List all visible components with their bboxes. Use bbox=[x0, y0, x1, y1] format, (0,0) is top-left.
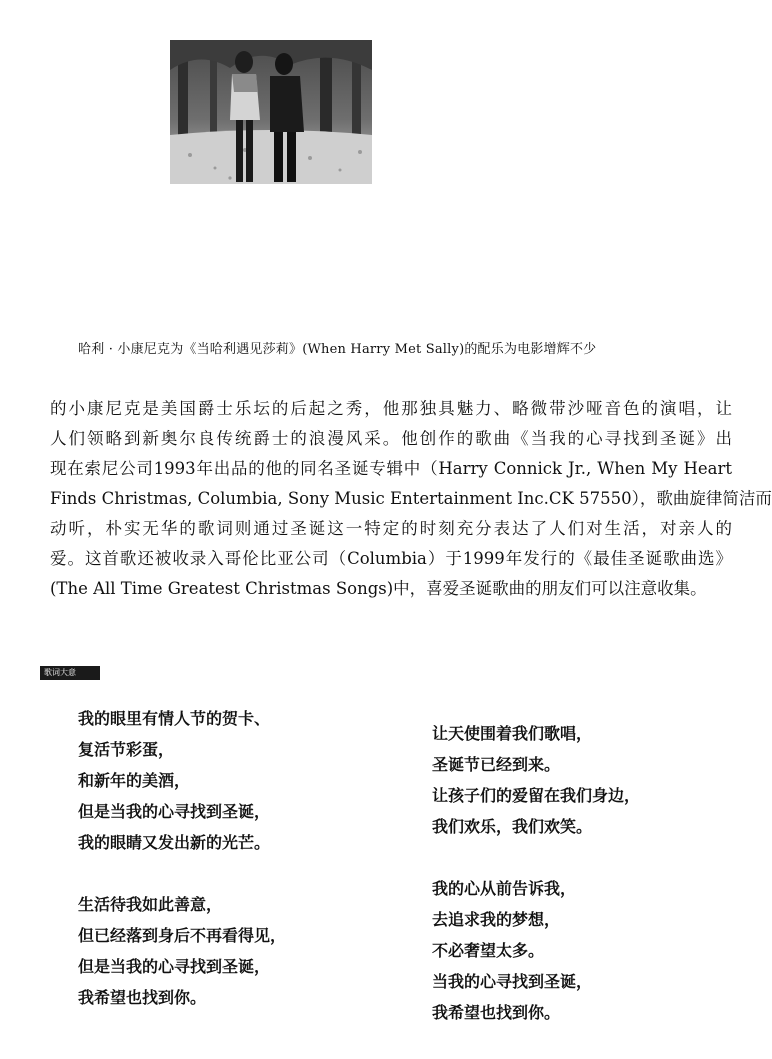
lyric-line: 去追求我的梦想， bbox=[432, 910, 561, 929]
lyrics-stanza bbox=[78, 703, 378, 858]
section-tag-lyrics-meaning: 歌词大意 bbox=[40, 666, 100, 680]
article-body bbox=[50, 394, 772, 604]
body-line: 的小康尼克是美国爵士乐坛的后起之秀，他那独具魅力、略微带沙哑音色的演唱，让 bbox=[50, 399, 732, 418]
lyrics-stanza bbox=[432, 873, 732, 1028]
body-line: 现在索尼公司1993年出品的他的同名圣诞专辑中（Harry Connick Jr., When My Heart bbox=[50, 459, 732, 478]
lyric-line: 让孩子们的爱留在我们身边， bbox=[432, 786, 641, 805]
body-line: 爱。这首歌还被收录入哥伦比亚公司（Columbia）于1999年发行的《最佳圣诞歌曲选》 bbox=[50, 549, 732, 568]
body-line: Finds Christmas, Columbia, Sony Music Entertainment Inc.CK 57550），歌曲旋律简洁而 bbox=[50, 489, 772, 508]
lyric-line: 我的心从前告诉我， bbox=[432, 879, 577, 898]
lyric-line: 我的眼里有情人节的贺卡、 bbox=[78, 709, 271, 728]
lyric-line: 我的眼睛又发出新的光芒。 bbox=[78, 833, 271, 852]
lyric-line: 但是当我的心寻找到圣诞， bbox=[78, 802, 271, 821]
body-line: (The All Time Greatest Christmas Songs)中，喜爱圣诞歌曲的朋友们可以注意收集。 bbox=[50, 579, 707, 598]
lyric-line: 不必奢望太多。 bbox=[432, 941, 545, 960]
lyrics-stanza bbox=[432, 718, 732, 842]
body-line: 动听，朴实无华的歌词则通过圣诞这一特定的时刻充分表达了人们对生活，对亲人的 bbox=[50, 519, 732, 538]
lyric-line: 我们欢乐，我们欢笑。 bbox=[432, 817, 593, 836]
lyric-line: 当我的心寻找到圣诞， bbox=[432, 972, 593, 991]
lyric-line: 生活待我如此善意， bbox=[78, 895, 223, 914]
lyric-line: 让天使围着我们歌唱， bbox=[432, 724, 593, 743]
lyric-line: 复活节彩蛋， bbox=[78, 740, 175, 759]
lyric-line: 我希望也找到你。 bbox=[78, 988, 207, 1007]
photo-caption: 哈利 · 小康尼克为《当哈利遇见莎莉》(When Harry Met Sally)的配乐为电影增辉不少 bbox=[78, 342, 597, 357]
lyric-line: 和新年的美酒， bbox=[78, 771, 191, 790]
photo-two-people-in-park-icon bbox=[170, 40, 372, 184]
lyric-line: 我希望也找到你。 bbox=[432, 1003, 561, 1022]
lyrics-column-right bbox=[432, 718, 732, 1028]
lyric-line: 但是当我的心寻找到圣诞， bbox=[78, 957, 271, 976]
lyrics-stanza bbox=[78, 889, 378, 1013]
lyrics-column-left bbox=[78, 703, 378, 1013]
body-line: 人们领略到新奥尔良传统爵士的浪漫风采。他创作的歌曲《当我的心寻找到圣诞》出 bbox=[50, 429, 732, 448]
lyric-line: 圣诞节已经到来。 bbox=[432, 755, 561, 774]
lyric-line: 但已经落到身后不再看得见， bbox=[78, 926, 287, 945]
film-still-photo bbox=[170, 40, 372, 184]
